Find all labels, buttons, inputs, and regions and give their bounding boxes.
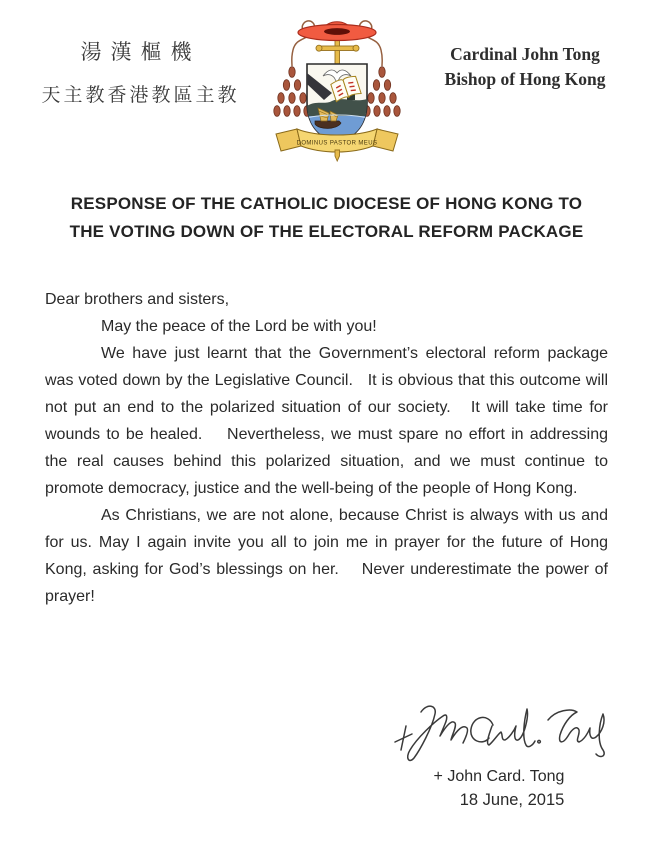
- letter-date: 18 June, 2015: [459, 791, 565, 809]
- motto-text: DOMINUS PASTOR MEUS: [296, 140, 378, 147]
- letter-body: [45, 286, 613, 610]
- cross-staff-tip: [335, 150, 340, 161]
- letter-title-line1: RESPONSE OF THE CATHOLIC DIOCESE OF HONG KONG TO: [70, 194, 583, 213]
- greeting-line: May the peace of the Lord be with you!: [101, 318, 377, 335]
- coat-of-arms-svg: [261, 10, 413, 162]
- salutation: Dear brothers and sisters,: [45, 291, 230, 308]
- letter-title: [40, 190, 613, 246]
- paragraph-1: We have just learnt that the Government’s electoral reform package was voted down by the Legislative Council. It is obvious that this outcome will not put an end to the polarized situation of our society. It will take time for wounds to be healed. Nevertheless, we must spare no effort in addressing the real causes behind this polarized situation, and we must continue to promote democracy, justice and the well-being of the people of Hong Kong.: [45, 345, 613, 497]
- chinese-bishop-title: 天主教香港教區主教: [41, 84, 240, 106]
- typed-signature: + John Card. Tong: [433, 768, 565, 785]
- signature-block: [381, 698, 617, 810]
- chinese-cardinal-name: 湯漢樞機: [80, 40, 201, 64]
- coat-of-arms: [261, 10, 413, 167]
- handwritten-signature: [388, 698, 610, 768]
- letterhead: [0, 0, 653, 162]
- paragraph-2: As Christians, we are not alone, because Christ is always with us and for us. May I again invite you all to join me in prayer for the future of Hong Kong, asking for God’s blessings on her. Never underestimate the power of prayer!: [45, 507, 613, 605]
- chinese-name-block: [28, 36, 253, 107]
- letter-title-line2: THE VOTING DOWN OF THE ELECTORAL REFORM PACKAGE: [69, 222, 584, 241]
- galero-icon: [298, 22, 376, 41]
- english-bishop-title: Bishop of Hong Kong: [444, 69, 606, 90]
- english-name-block: [421, 42, 629, 93]
- english-cardinal-name: Cardinal John Tong: [450, 44, 600, 64]
